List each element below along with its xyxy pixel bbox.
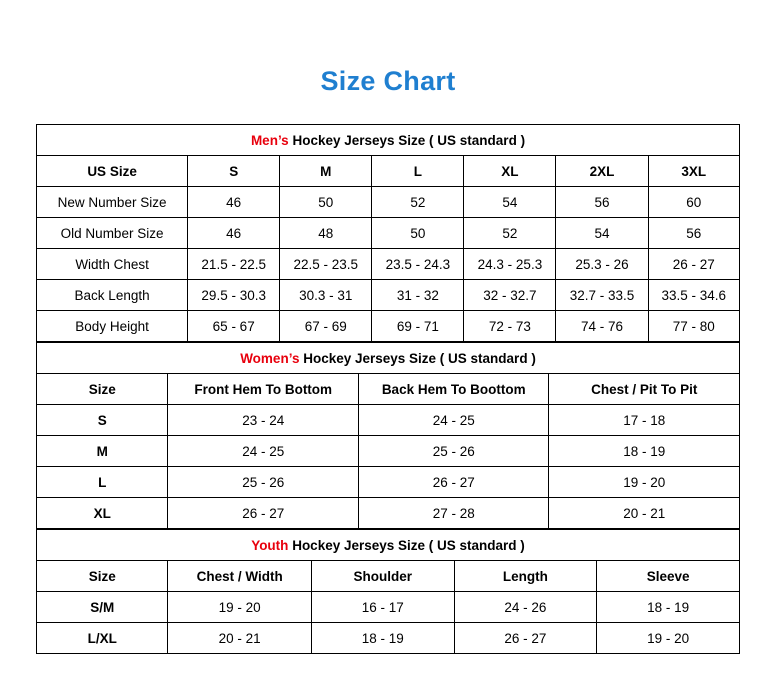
table-section-heading-row [37,530,740,561]
cell: 32 - 32.7 [464,280,556,311]
table-row [37,498,740,529]
mens-col-header: 2XL [556,156,648,187]
cell: 60 [648,187,739,218]
cell: 29.5 - 30.3 [188,280,280,311]
row-label: L [37,467,168,498]
cell: 26 - 27 [648,249,739,280]
cell: 50 [280,187,372,218]
womens-col-header: Size [37,374,168,405]
page-title: Size Chart [320,66,456,96]
row-label: L/XL [37,623,168,654]
cell: 24 - 26 [454,592,597,623]
cell: 54 [464,187,556,218]
cell: 21.5 - 22.5 [188,249,280,280]
womens-col-header: Front Hem To Bottom [168,374,359,405]
womens-size-table [36,342,740,529]
row-label: S/M [37,592,168,623]
table-row [37,592,740,623]
cell: 18 - 19 [549,436,740,467]
mens-col-header: M [280,156,372,187]
mens-section-heading-accent: Men’s [250,132,289,148]
cell: 26 - 27 [454,623,597,654]
cell: 33.5 - 34.6 [648,280,739,311]
cell: 25.3 - 26 [556,249,648,280]
table-header-row [37,561,740,592]
cell: 18 - 19 [597,592,740,623]
mens-col-header: US Size [37,156,188,187]
cell: 19 - 20 [549,467,740,498]
row-label: Width Chest [37,249,188,280]
cell: 31 - 32 [372,280,464,311]
cell: 16 - 17 [311,592,454,623]
cell: 19 - 20 [168,592,311,623]
mens-size-table [36,124,740,342]
youth-section-heading [37,530,740,561]
row-label: Old Number Size [37,218,188,249]
cell: 77 - 80 [648,311,739,342]
cell: 20 - 21 [549,498,740,529]
cell: 18 - 19 [311,623,454,654]
row-label: Body Height [37,311,188,342]
womens-section-heading-rest: Hockey Jerseys Size ( US standard ) [299,350,536,366]
table-row [37,405,740,436]
cell: 46 [188,218,280,249]
cell: 26 - 27 [168,498,359,529]
table-section-heading-row [37,343,740,374]
cell: 52 [464,218,556,249]
womens-section-heading-accent: Women’s [240,350,300,366]
cell: 23 - 24 [168,405,359,436]
youth-col-header: Chest / Width [168,561,311,592]
table-row [37,218,740,249]
cell: 30.3 - 31 [280,280,372,311]
table-row [37,311,740,342]
cell: 22.5 - 23.5 [280,249,372,280]
mens-col-header: S [188,156,280,187]
cell: 46 [188,187,280,218]
row-label: XL [37,498,168,529]
row-label: M [37,436,168,467]
cell: 26 - 27 [358,467,549,498]
cell: 17 - 18 [549,405,740,436]
table-row [37,187,740,218]
cell: 74 - 76 [556,311,648,342]
cell: 24 - 25 [358,405,549,436]
table-row [37,436,740,467]
cell: 52 [372,187,464,218]
youth-col-header: Sleeve [597,561,740,592]
womens-col-header: Back Hem To Boottom [358,374,549,405]
cell: 48 [280,218,372,249]
cell: 23.5 - 24.3 [372,249,464,280]
table-header-row [37,374,740,405]
mens-col-header: 3XL [648,156,739,187]
cell: 20 - 21 [168,623,311,654]
row-label: New Number Size [37,187,188,218]
youth-section-heading-rest: Hockey Jerseys Size ( US standard ) [288,537,525,553]
mens-section-heading-rest: Hockey Jerseys Size ( US standard ) [288,132,526,148]
cell: 25 - 26 [168,467,359,498]
youth-section-heading-accent: Youth [251,537,289,553]
table-row [37,280,740,311]
cell: 25 - 26 [358,436,549,467]
table-header-row [37,156,740,187]
womens-col-header: Chest / Pit To Pit [549,374,740,405]
table-row [37,249,740,280]
table-row [37,467,740,498]
womens-section-heading [37,343,740,374]
cell: 56 [556,187,648,218]
cell: 24 - 25 [168,436,359,467]
row-label: S [37,405,168,436]
cell: 56 [648,218,739,249]
table-section-heading-row [37,125,740,156]
cell: 50 [372,218,464,249]
cell: 72 - 73 [464,311,556,342]
cell: 54 [556,218,648,249]
mens-col-header: L [372,156,464,187]
cell: 24.3 - 25.3 [464,249,556,280]
youth-col-header: Size [37,561,168,592]
size-chart-container [0,97,776,654]
cell: 19 - 20 [597,623,740,654]
mens-col-header: XL [464,156,556,187]
cell: 32.7 - 33.5 [556,280,648,311]
cell: 67 - 69 [280,311,372,342]
youth-size-table [36,529,740,654]
cell: 65 - 67 [188,311,280,342]
mens-section-heading [37,125,740,156]
row-label: Back Length [37,280,188,311]
cell: 27 - 28 [358,498,549,529]
cell: 69 - 71 [372,311,464,342]
table-row [37,623,740,654]
youth-col-header: Shoulder [311,561,454,592]
youth-col-header: Length [454,561,597,592]
